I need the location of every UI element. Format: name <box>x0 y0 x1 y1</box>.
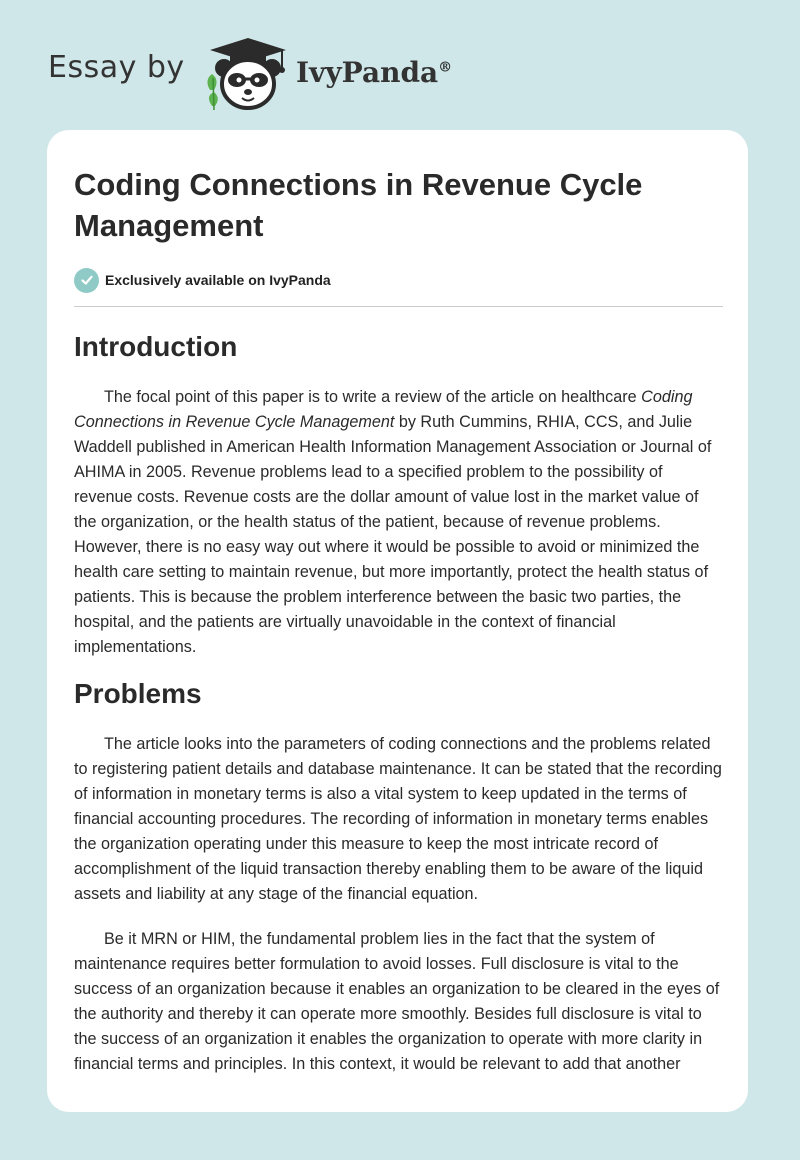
essay-by-label: Essay by <box>48 50 185 85</box>
ivypanda-logo-icon[interactable] <box>200 34 292 112</box>
title-divider <box>74 306 723 307</box>
section-heading-introduction: Introduction <box>74 331 238 362</box>
problems-paragraph-2: Be it MRN or HIM, the fundamental problem lies in the fact that the system of maintenance requires better formulation to avoid losses. Full disclosure is vital to the success of an organization because it enables an organization to be cleared in the eyes of the authority and thereby it can operate more smoothly. Besides full disclosure is vital to the success of an organization it enables the organization to operate with more clarity in financial terms and principles. In this context, it would be relevant to add that another <box>74 930 720 1073</box>
exclusive-badge-label: Exclusively available on IvyPanda <box>105 272 331 288</box>
checkmark-icon <box>74 268 99 293</box>
site-header <box>0 0 800 130</box>
article-title-italic: Coding Connections in Revenue Cycle Management <box>74 388 693 431</box>
brand-text: IvyPanda <box>296 56 439 89</box>
exclusive-badge <box>74 266 724 294</box>
essay-title: Coding Connections in Revenue Cycle Management <box>74 167 643 243</box>
intro-text-start: The focal point of this paper is to write a review of the article on healthcare <box>104 388 642 406</box>
registered-mark: ® <box>438 59 453 76</box>
intro-text-end: by Ruth Cummins, RHIA, CCS, and Julie Waddell published in American Health Information Management Association or Journal of AHIMA in 2005. Revenue problems lead to a specified problem to the possibility of revenue costs. Revenue costs are the dollar amount of value lost in the market value of the organization, or the health status of the patient, because of revenue problems. However, there is no easy way out where it would be possible to avoid or minimized the health care setting to maintain revenue, but more importantly, protect the health status of patients. This is because the problem interference between the basic two parties, the hospital, and the patients are virtually unavoidable in the context of financial implementations. <box>74 413 712 656</box>
essay-content <box>74 164 724 1077</box>
section-heading-problems: Problems <box>74 678 202 709</box>
problems-paragraph-1: The article looks into the parameters of coding connections and the problems related to registering patient details and database maintenance. It can be stated that the recording of information in monetary terms is also a vital system to keep updated in the terms of financial accounting procedures. The recording of information in monetary terms enables the organization operating under this measure to keep the most intricate record of accomplishment of the liquid transaction thereby enabling them to be aware of the liquid assets and liability at any stage of the financial equation. <box>74 735 722 903</box>
introduction-paragraph <box>74 385 724 660</box>
ivypanda-wordmark[interactable] <box>296 56 452 89</box>
essay-card <box>47 130 748 1112</box>
